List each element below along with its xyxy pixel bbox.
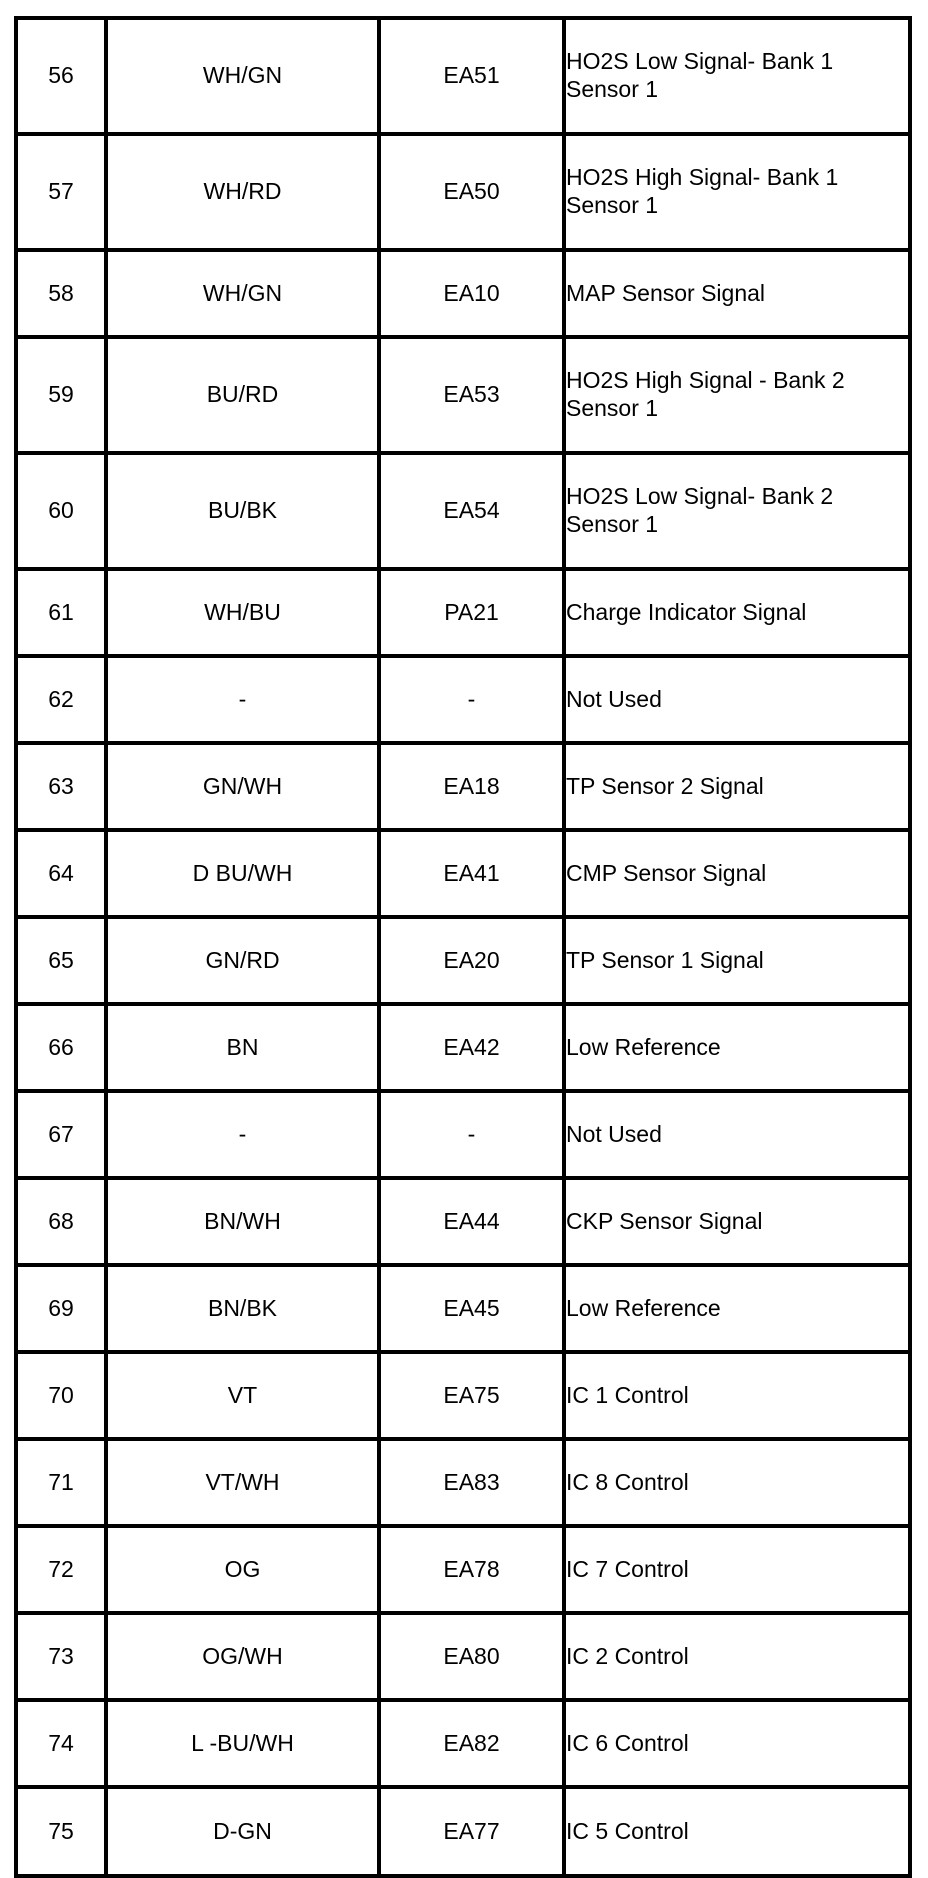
pin-number-cell: 57 bbox=[16, 134, 106, 250]
table-row bbox=[16, 1787, 910, 1876]
pin-function-cell: IC 8 Control bbox=[564, 1439, 910, 1526]
circuit-number-cell: EA44 bbox=[379, 1178, 564, 1265]
circuit-number-cell: - bbox=[379, 1091, 564, 1178]
pin-function-cell: HO2S Low Signal- Bank 2 Sensor 1 bbox=[564, 453, 910, 569]
circuit-number-cell: EA53 bbox=[379, 337, 564, 453]
pin-number-cell: 64 bbox=[16, 830, 106, 917]
wire-color-cell: L -BU/WH bbox=[106, 1700, 379, 1787]
circuit-number-cell: EA78 bbox=[379, 1526, 564, 1613]
wire-color-cell: - bbox=[106, 1091, 379, 1178]
circuit-number-cell: EA42 bbox=[379, 1004, 564, 1091]
pin-number-cell: 67 bbox=[16, 1091, 106, 1178]
table-row bbox=[16, 1091, 910, 1178]
pin-number-cell: 58 bbox=[16, 250, 106, 337]
circuit-number-cell: EA83 bbox=[379, 1439, 564, 1526]
table-row bbox=[16, 1526, 910, 1613]
pin-number-cell: 60 bbox=[16, 453, 106, 569]
pin-number-cell: 59 bbox=[16, 337, 106, 453]
pin-number-cell: 74 bbox=[16, 1700, 106, 1787]
wire-color-cell: BN bbox=[106, 1004, 379, 1091]
pin-number-cell: 65 bbox=[16, 917, 106, 1004]
wire-color-cell: OG bbox=[106, 1526, 379, 1613]
pin-function-cell: IC 7 Control bbox=[564, 1526, 910, 1613]
table-row bbox=[16, 134, 910, 250]
pin-function-cell: CKP Sensor Signal bbox=[564, 1178, 910, 1265]
pin-function-cell: HO2S High Signal- Bank 1 Sensor 1 bbox=[564, 134, 910, 250]
table-row bbox=[16, 1178, 910, 1265]
table-row bbox=[16, 250, 910, 337]
circuit-number-cell: EA51 bbox=[379, 18, 564, 134]
wire-color-cell: VT bbox=[106, 1352, 379, 1439]
table-row bbox=[16, 830, 910, 917]
pin-number-cell: 56 bbox=[16, 18, 106, 134]
pin-number-cell: 73 bbox=[16, 1613, 106, 1700]
circuit-number-cell: EA45 bbox=[379, 1265, 564, 1352]
pin-number-cell: 68 bbox=[16, 1178, 106, 1265]
wire-color-cell: GN/RD bbox=[106, 917, 379, 1004]
pin-number-cell: 70 bbox=[16, 1352, 106, 1439]
circuit-number-cell: EA18 bbox=[379, 743, 564, 830]
wire-color-cell: GN/WH bbox=[106, 743, 379, 830]
pin-function-cell: Low Reference bbox=[564, 1004, 910, 1091]
wire-color-cell: D BU/WH bbox=[106, 830, 379, 917]
wire-color-cell: WH/RD bbox=[106, 134, 379, 250]
table-row bbox=[16, 1700, 910, 1787]
wire-color-cell: VT/WH bbox=[106, 1439, 379, 1526]
wire-color-cell: BN/BK bbox=[106, 1265, 379, 1352]
pin-function-cell: TP Sensor 2 Signal bbox=[564, 743, 910, 830]
pinout-table-body bbox=[16, 18, 910, 1876]
wire-color-cell: OG/WH bbox=[106, 1613, 379, 1700]
table-row bbox=[16, 1352, 910, 1439]
circuit-number-cell: EA20 bbox=[379, 917, 564, 1004]
table-row bbox=[16, 18, 910, 134]
table-row bbox=[16, 1265, 910, 1352]
pin-function-cell: Charge Indicator Signal bbox=[564, 569, 910, 656]
circuit-number-cell: EA80 bbox=[379, 1613, 564, 1700]
pin-function-cell: Low Reference bbox=[564, 1265, 910, 1352]
table-row bbox=[16, 1439, 910, 1526]
wire-color-cell: BU/BK bbox=[106, 453, 379, 569]
pin-number-cell: 66 bbox=[16, 1004, 106, 1091]
wire-color-cell: WH/BU bbox=[106, 569, 379, 656]
pin-function-cell: Not Used bbox=[564, 656, 910, 743]
table-row bbox=[16, 569, 910, 656]
circuit-number-cell: EA82 bbox=[379, 1700, 564, 1787]
wire-color-cell: WH/GN bbox=[106, 250, 379, 337]
connector-pinout-table bbox=[14, 16, 912, 1878]
circuit-number-cell: EA77 bbox=[379, 1787, 564, 1876]
table-row bbox=[16, 917, 910, 1004]
table-row bbox=[16, 453, 910, 569]
pin-number-cell: 61 bbox=[16, 569, 106, 656]
pin-function-cell: CMP Sensor Signal bbox=[564, 830, 910, 917]
circuit-number-cell: - bbox=[379, 656, 564, 743]
circuit-number-cell: EA75 bbox=[379, 1352, 564, 1439]
wire-color-cell: WH/GN bbox=[106, 18, 379, 134]
wire-color-cell: D-GN bbox=[106, 1787, 379, 1876]
pin-number-cell: 75 bbox=[16, 1787, 106, 1876]
circuit-number-cell: PA21 bbox=[379, 569, 564, 656]
pin-number-cell: 72 bbox=[16, 1526, 106, 1613]
circuit-number-cell: EA10 bbox=[379, 250, 564, 337]
pin-number-cell: 69 bbox=[16, 1265, 106, 1352]
wire-color-cell: BU/RD bbox=[106, 337, 379, 453]
pin-function-cell: Not Used bbox=[564, 1091, 910, 1178]
pin-function-cell: IC 6 Control bbox=[564, 1700, 910, 1787]
wire-color-cell: - bbox=[106, 656, 379, 743]
circuit-number-cell: EA50 bbox=[379, 134, 564, 250]
pin-function-cell: MAP Sensor Signal bbox=[564, 250, 910, 337]
table-row bbox=[16, 337, 910, 453]
pin-number-cell: 62 bbox=[16, 656, 106, 743]
table-row bbox=[16, 743, 910, 830]
pin-number-cell: 71 bbox=[16, 1439, 106, 1526]
table-row bbox=[16, 656, 910, 743]
wire-color-cell: BN/WH bbox=[106, 1178, 379, 1265]
pin-function-cell: IC 2 Control bbox=[564, 1613, 910, 1700]
table-row bbox=[16, 1004, 910, 1091]
pin-function-cell: IC 1 Control bbox=[564, 1352, 910, 1439]
pin-function-cell: TP Sensor 1 Signal bbox=[564, 917, 910, 1004]
pin-function-cell: HO2S Low Signal- Bank 1 Sensor 1 bbox=[564, 18, 910, 134]
circuit-number-cell: EA41 bbox=[379, 830, 564, 917]
circuit-number-cell: EA54 bbox=[379, 453, 564, 569]
table-row bbox=[16, 1613, 910, 1700]
pin-number-cell: 63 bbox=[16, 743, 106, 830]
pin-function-cell: IC 5 Control bbox=[564, 1787, 910, 1876]
pin-function-cell: HO2S High Signal - Bank 2 Sensor 1 bbox=[564, 337, 910, 453]
